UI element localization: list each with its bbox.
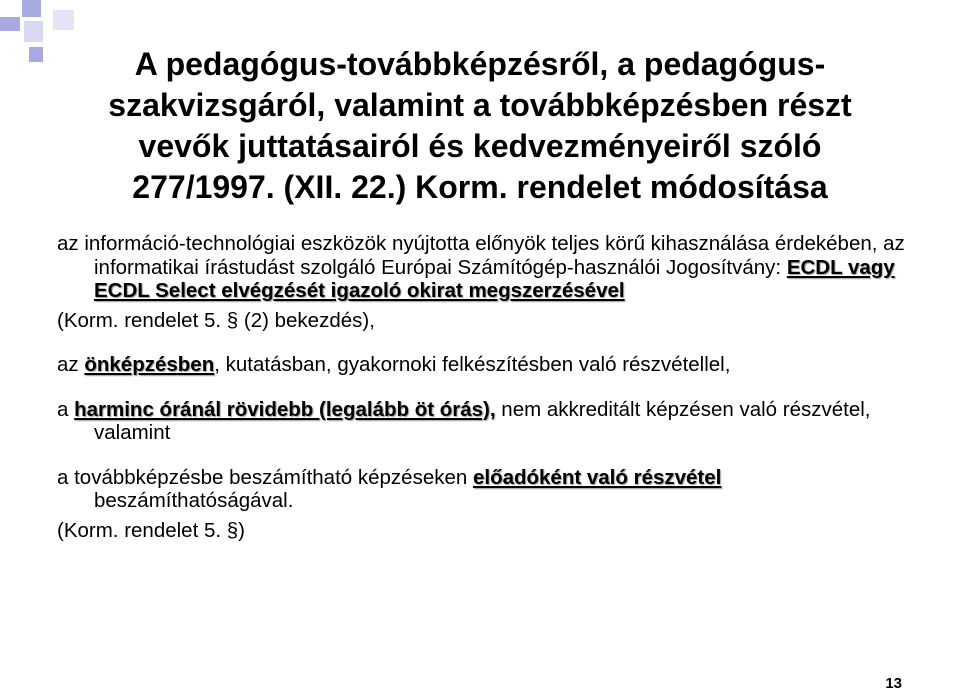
corner-square-right bbox=[53, 10, 74, 30]
highlight-eloado: előadóként való részvétel bbox=[472, 465, 722, 489]
paragraph-reference-2: (Korm. rendelet 5. §) bbox=[57, 518, 245, 542]
paragraph-onkepzes bbox=[57, 353, 907, 377]
paragraph-onkepzes-suffix: , kutatásban, gyakornoki felkészítésben való részvétellel, bbox=[214, 353, 731, 376]
paragraph-reference-1: (Korm. rendelet 5. § (2) bekezdés), bbox=[57, 308, 375, 332]
corner-square-top bbox=[22, 0, 41, 17]
paragraph-harminc-ora-suffix: nem akkreditált képzésen való részvétel, valamint bbox=[94, 397, 871, 444]
corner-decoration bbox=[0, 0, 80, 72]
paragraph-ecdl-text: az információ-technológiai eszközök nyújtotta előnyök teljes körű kihasználása érdekében, az informatikai írástudást szolgáló Európai Számítógép-használói Jogosítvány: bbox=[57, 232, 905, 279]
paragraph-ecdl bbox=[57, 232, 907, 303]
paragraph-eloado bbox=[57, 466, 907, 513]
corner-square-bottom bbox=[29, 47, 43, 62]
paragraph-eloado-suffix: beszámíthatóságával. bbox=[94, 489, 294, 512]
highlight-harminc-ora: harminc óránál rövidebb (legalább öt órás), bbox=[74, 397, 496, 421]
slide-title: A pedagógus-továbbképzésről, a pedagógus-szakvizsgáról, valamint a továbbképzésben részt vevők juttatásairól és kedvezményeiről szóló 277/1997. (XII. 22.) Korm. rendelet módosítása bbox=[108, 46, 852, 205]
corner-square-center bbox=[24, 21, 43, 42]
paragraph-harminc-ora-prefix: a bbox=[57, 397, 75, 421]
paragraph-harminc-ora bbox=[57, 398, 907, 445]
paragraph-eloado-prefix: a továbbképzésbe beszámítható képzéseken bbox=[57, 465, 473, 489]
highlight-onkepzes: önképzésben bbox=[84, 353, 215, 376]
corner-square-left bbox=[0, 17, 20, 31]
page-number: 13 bbox=[885, 675, 902, 692]
slide-body bbox=[57, 232, 907, 542]
paragraph-onkepzes-prefix: az bbox=[57, 353, 85, 376]
highlight-ecdl: ECDL vagy ECDL Select elvégzését igazoló okirat megszerzésével bbox=[94, 255, 895, 302]
